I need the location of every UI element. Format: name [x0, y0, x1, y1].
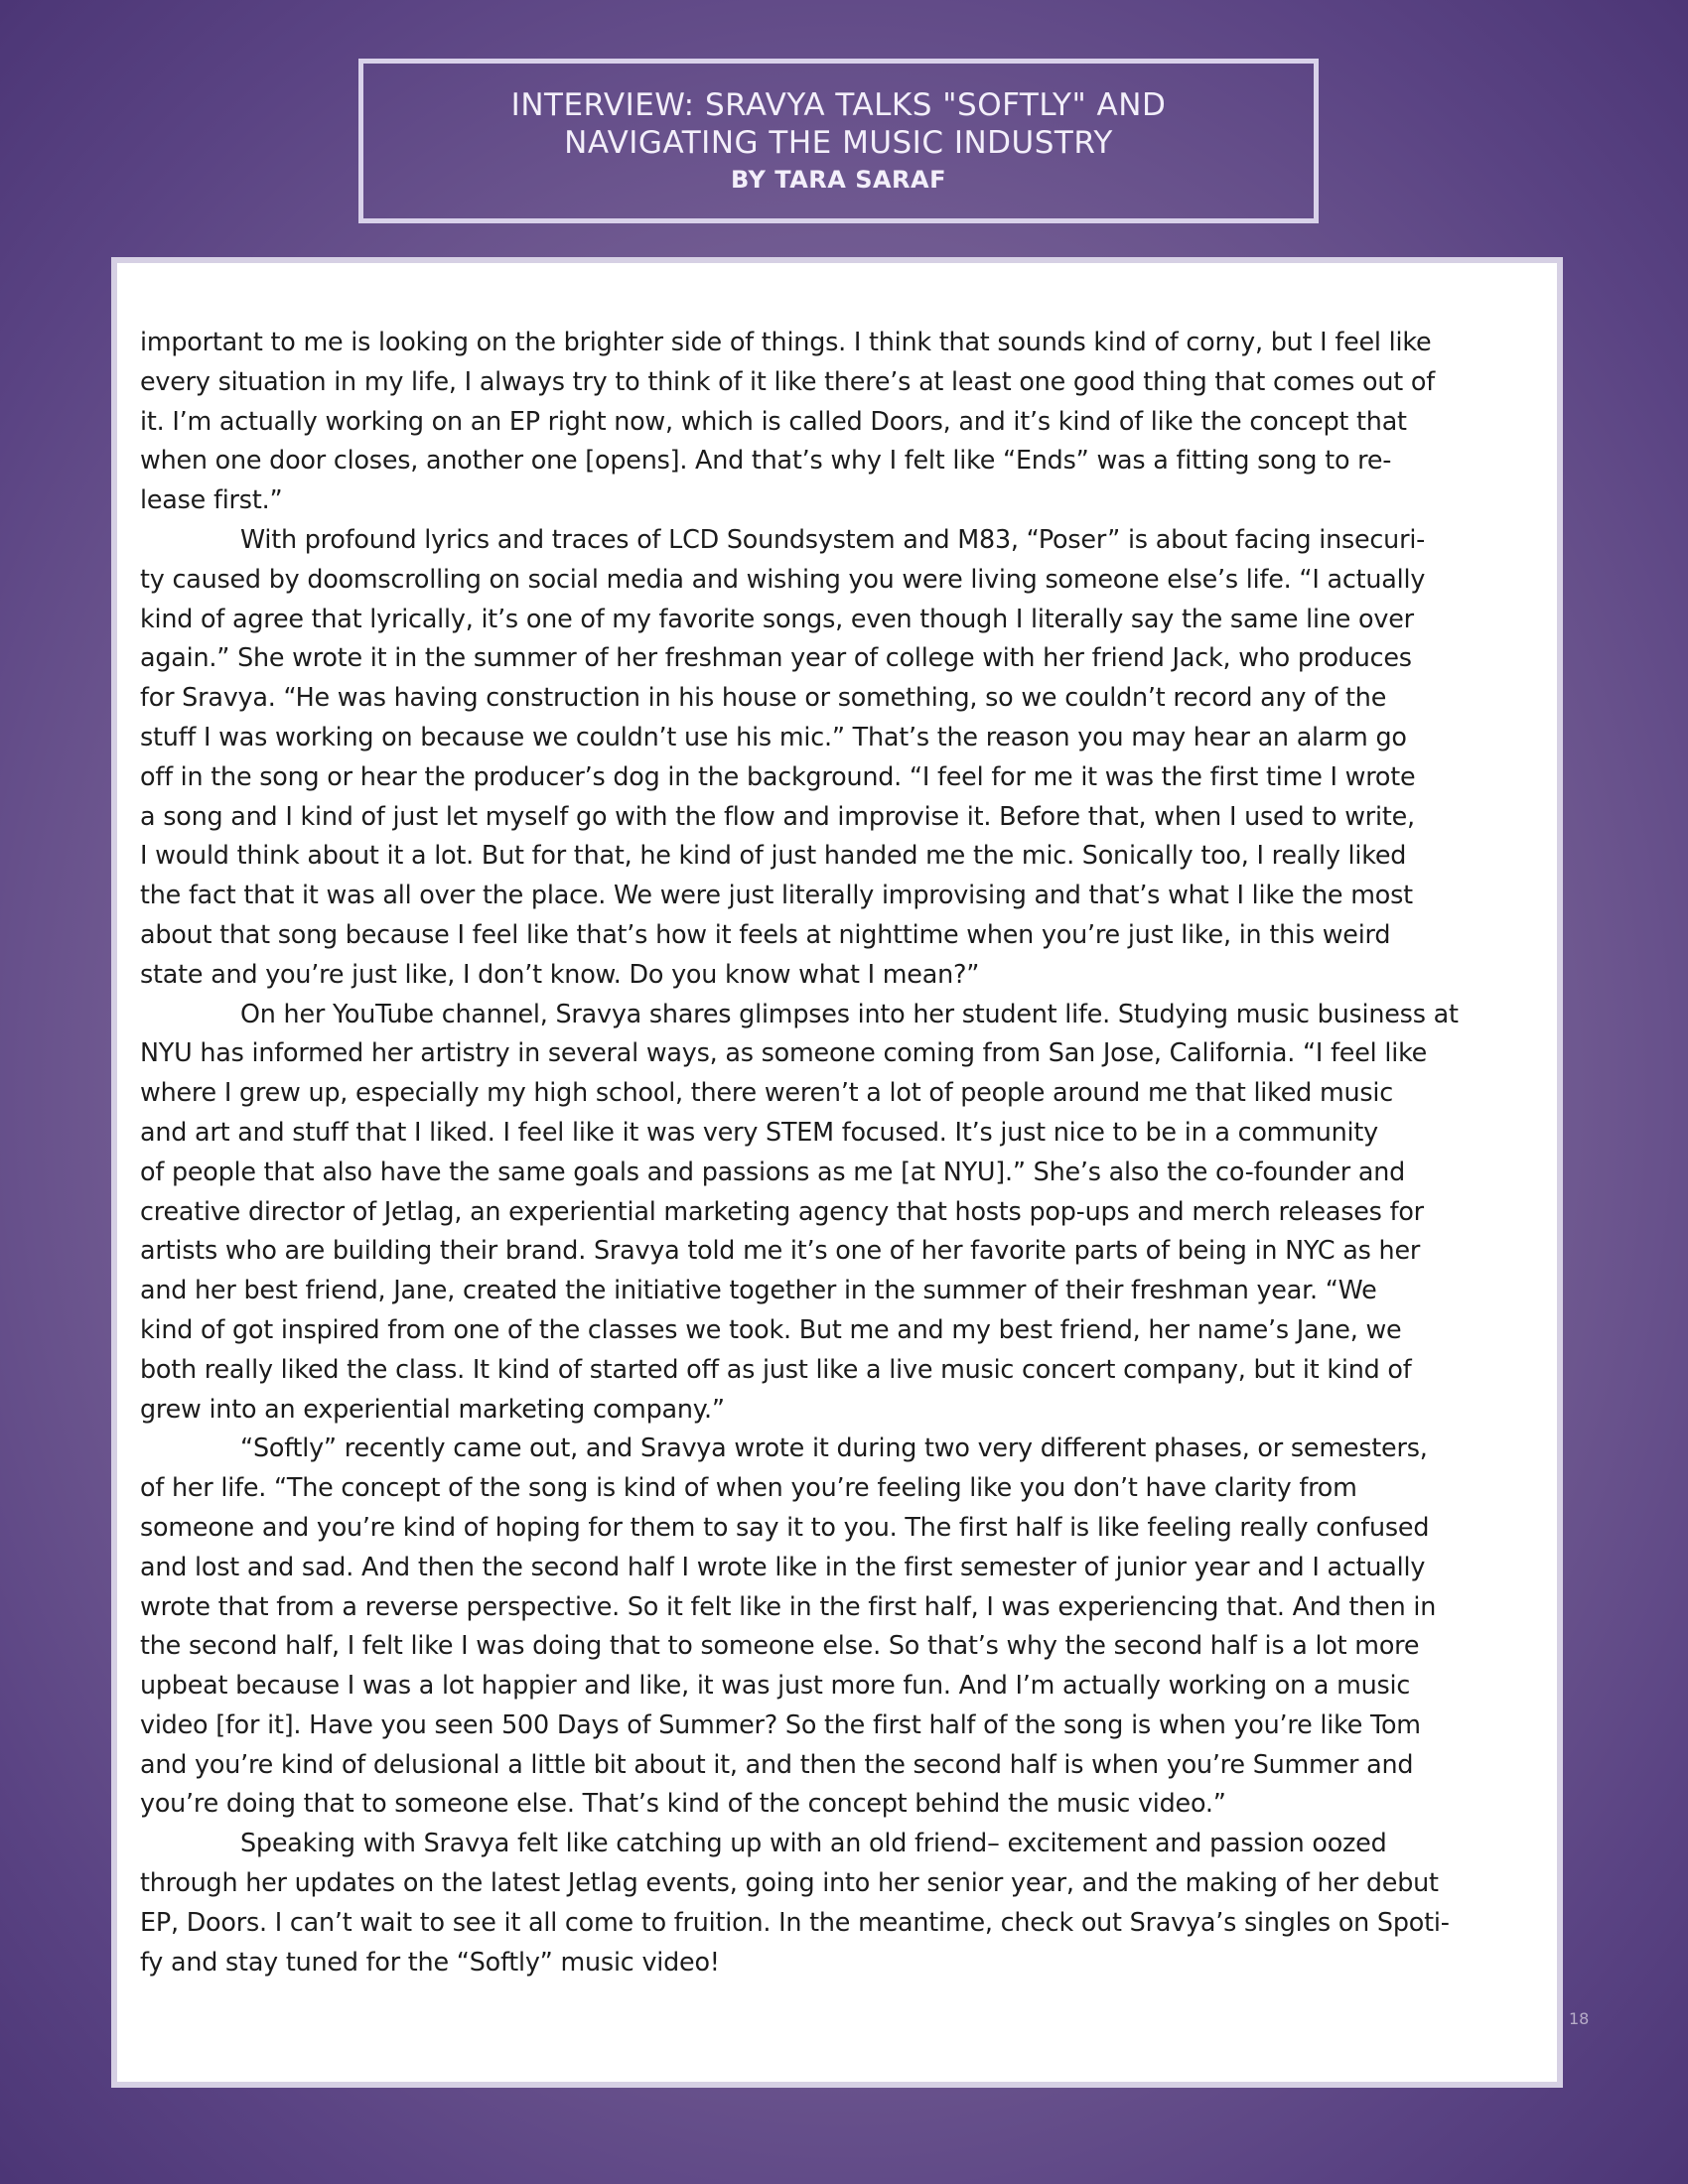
paragraph-first-line: Speaking with Sravya felt like catching up with an old friend– excitement and passion oozed: [240, 1828, 1387, 1858]
article-line: you’re doing that to someone else. That’s kind of the concept behind the music video.”: [140, 1788, 1226, 1819]
article-line: off in the song or hear the producer’s dog in the background. “I feel for me it was the first time I wrote: [140, 760, 1416, 791]
article-line: video [for it]. Have you seen 500 Days of Summer? So the first half of the song is when you’re like Tom: [140, 1708, 1421, 1739]
article-line: the second half, I felt like I was doing that to someone else. So that’s why the second half is a lot more: [140, 1630, 1420, 1661]
article-line: someone and you’re kind of hoping for them to say it to you. The first half is like feeling really confused: [140, 1511, 1430, 1542]
article-line: again.” She wrote it in the summer of her freshman year of college with her friend Jack, who produces: [140, 642, 1412, 673]
article-line: artists who are building their brand. Sravya told me it’s one of her favorite parts of being in NYC as her: [140, 1235, 1421, 1266]
article-line: it. I’m actually working on an EP right now, which is called Doors, and it’s kind of like the concept that: [140, 405, 1407, 436]
paragraph-first-line: On her YouTube channel, Sravya shares glimpses into her student life. Studying music business at: [240, 998, 1459, 1028]
article-line: state and you’re just like, I don’t know. Do you know what I mean?”: [140, 958, 980, 989]
article-line: stuff I was working on because we couldn’t use his mic.” That’s the reason you may hear an alarm go: [140, 721, 1407, 751]
article-byline: BY TARA SARAF: [730, 166, 946, 194]
article-line: fy and stay tuned for the “Softly” music video!: [140, 1946, 720, 1977]
article-line: important to me is looking on the brighter side of things. I think that sounds kind of corny, but I feel like: [140, 327, 1432, 356]
article-line: of people that also have the same goals and passions as me [at NYU].” She’s also the co-founder and: [140, 1156, 1406, 1186]
article-line: about that song because I feel like that’s how it feels at nighttime when you’re just like, in this weird: [140, 918, 1391, 949]
article-line: when one door closes, another one [opens]. And that’s why I felt like “Ends” was a fitting song to re-: [140, 445, 1392, 476]
article-line: I would think about it a lot. But for that, he kind of just handed me the mic. Sonically too, I really liked: [140, 840, 1407, 871]
article-header: [358, 59, 1319, 223]
article-line: ty caused by doomscrolling on social media and wishing you were living someone else’s life. “I actually: [140, 563, 1426, 594]
article-title-line-1: INTERVIEW: SRAVYA TALKS "SOFTLY" AND: [510, 87, 1167, 123]
article-line: creative director of Jetlag, an experiential marketing agency that hosts pop-ups and merch releases for: [140, 1195, 1424, 1226]
paragraph-first-line: “Softly” recently came out, and Sravya wrote it during two very different phases, or semesters,: [240, 1433, 1428, 1463]
article-line: through her updates on the latest Jetlag events, going into her senior year, and the making of her debut: [140, 1867, 1439, 1898]
article-line: wrote that from a reverse perspective. So it felt like in the first half, I was experiencing that. And then in: [140, 1590, 1437, 1621]
article-line: and her best friend, Jane, created the initiative together in the summer of their freshman year. “We: [140, 1275, 1377, 1305]
article-line: EP, Doors. I can’t wait to see it all come to fruition. In the meantime, check out Sravya’s singles on Spoti-: [140, 1906, 1450, 1937]
paragraph-first-line: With profound lyrics and traces of LCD Soundsystem and M83, “Poser” is about facing insecuri-: [240, 523, 1426, 554]
article-line: lease first.”: [140, 484, 283, 515]
article-line: grew into an experiential marketing company.”: [140, 1393, 725, 1424]
article-line: NYU has informed her artistry in several ways, as someone coming from San Jose, California. “I feel like: [140, 1037, 1428, 1068]
article-line: the fact that it was all over the place. We were just literally improvising and that’s what I like the most: [140, 880, 1413, 910]
article-line: kind of agree that lyrically, it’s one of my favorite songs, even though I literally say the same line over: [140, 603, 1414, 633]
article-line: for Sravya. “He was having construction in his house or something, so we couldn’t record any of the: [140, 682, 1387, 713]
article-title-line-2: NAVIGATING THE MUSIC INDUSTRY: [564, 125, 1113, 161]
article-line: and lost and sad. And then the second half I wrote like in the first semester of junior year and I actually: [140, 1551, 1426, 1581]
article-line: and you’re kind of delusional a little bit about it, and then the second half is when you’re Summer and: [140, 1748, 1414, 1779]
article-line: a song and I kind of just let myself go with the flow and improvise it. Before that, when I used to write,: [140, 800, 1415, 831]
article-line: upbeat because I was a lot happier and like, it was just more fun. And I’m actually working on a music: [140, 1670, 1411, 1701]
article-line: kind of got inspired from one of the classes we took. But me and my best friend, her name’s Jane, we: [140, 1313, 1402, 1344]
article-line: and art and stuff that I liked. I feel like it was very STEM focused. It’s just nice to be in a community: [140, 1116, 1378, 1147]
article-line: every situation in my life, I always try to think of it like there’s at least one good thing that comes out of: [140, 365, 1435, 396]
article-line: of her life. “The concept of the song is kind of when you’re feeling like you don’t have clarity from: [140, 1472, 1357, 1503]
article-line: both really liked the class. It kind of started off as just like a live music concert company, but it kind of: [140, 1353, 1412, 1384]
page-number: 18: [1569, 2009, 1590, 2028]
article-line: where I grew up, especially my high school, there weren’t a lot of people around me that liked music: [140, 1077, 1394, 1108]
article-body: [140, 323, 1540, 1981]
